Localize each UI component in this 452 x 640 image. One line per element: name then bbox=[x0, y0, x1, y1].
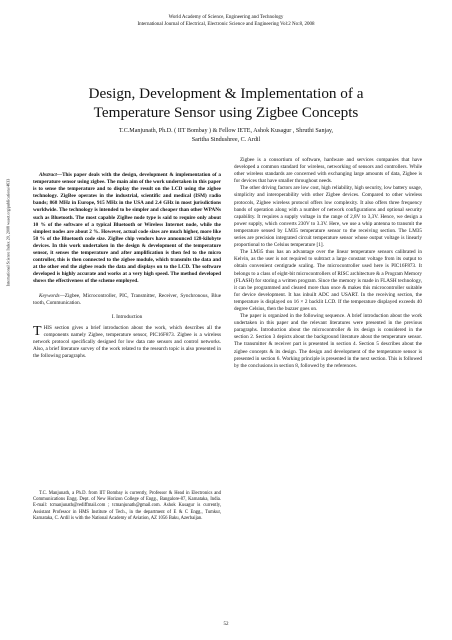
abstract-label: Abstract bbox=[39, 172, 57, 178]
intro-text: HIS section gives a brief introduction about the work, which describes all the components namely Zigbee, temperature sensor, PIC16F873. Zigbee is a wireless network protocol specifically designed for low data rate sensors and control networks. Also, a brief literature survey of the work related to the research topic is also presented in the following paragraphs. bbox=[33, 324, 221, 360]
body-paragraph: The other driving factors are low cost, high reliability, high security, low battery usage, simplicity and interoperability with other Zigbee devices. Compared to other wireless protocols, Zigbee wireless protocol offers low complexity. It also offers three frequency bands of operation along with a number of network configurations and optional security capability. It requires a supply voltage in the range of 2,8V to 3,3V. Hence, we design a power supply, which converts 230V to 3.3V. Here, we use a whip antenna to transmit the temperature sensed by LM35 temperature sensor to the receiving section. The LM35 series are precision integrated circuit temperature sensor whose output voltage is linearly proportional to the Celsius temperature [1]. bbox=[234, 185, 422, 249]
drop-cap: T bbox=[33, 323, 42, 339]
journal-volume: International Journal of Electrical, Electronic Science and Engineering Vol:2 No:8, 2008 bbox=[137, 21, 315, 27]
body-paragraph: Zigbee is a consortium of software, hardware and services companies that have developed a common standard for wireless, networking of sensors and controllers. While other wireless standards are concerned with exchanging large amounts of data, Zigbee is for devices that have smaller throughout needs. bbox=[234, 157, 422, 185]
keywords-text: Zigbee, Microcontroller, PIC, Transmitter, Receiver, Synchronous, Blue tooth, Communication. bbox=[33, 292, 221, 306]
paper-title bbox=[40, 84, 412, 122]
authors-line-2: Saritha Sindushree, C. Ardil bbox=[191, 137, 261, 143]
side-index-note: International Science Index 20, 2008 waset.org/publications/4633 bbox=[5, 178, 11, 287]
left-column bbox=[33, 172, 221, 360]
page-number: 52 bbox=[223, 622, 229, 627]
abstract-text: This paper deals with the design, development & implementation of a temperature sensor using zigbee. The main aim of the work undertaken in this paper is to sense the temperature and to display the result on the LCD using the zigbee technology. ZigBee operates in the industrial, scientific and medical (ISM) radio bands; 868 MHz in Europe, 915 MHz in the USA and 2.4 GHz in most jurisdictions worldwide. The technology is intended to be simpler and cheaper than other WPANs such as Bluetooth. The most capable ZigBee node type is said to require only about 10 % of the software of a typical Bluetooth or Wireless Internet node, while the simplest nodes are about 2 %. However, actual code sizes are much higher, more like 50 % of the Bluetooth code size. ZigBee chip vendors have announced 128-kilobyte devices. In this work undertaken in the design & development of the temperature sensor, it senses the temperature and after amplification is then fed to the micro controller, this is then connected to the zigbee module, which transmits the data and at the other end the zigbee reads the data and displays on to the LCD. The software developed is highly accurate and works at a very high speed. The method developed shows the effectiveness of the scheme employed. bbox=[33, 172, 221, 285]
section-heading-introduction: I. Introduction bbox=[111, 313, 143, 320]
right-column bbox=[234, 157, 422, 370]
abstract-paragraph bbox=[33, 172, 221, 286]
author-list bbox=[40, 127, 412, 145]
authors-line-1: T.C.Manjunath, Ph.D. ( IIT Bombay ) & Fellow IETE, Ashok Kusagur , Shruthi Sanjay, bbox=[118, 128, 334, 134]
intro-paragraph bbox=[33, 325, 221, 360]
journal-name: World Academy of Science, Engineering and Technology bbox=[168, 15, 284, 20]
title-line-1: Design, Development & Implementation of a bbox=[88, 85, 364, 102]
author-footnote bbox=[33, 491, 221, 522]
abstract-dash: — bbox=[56, 172, 63, 178]
journal-header bbox=[0, 15, 452, 28]
keywords-label: Keywords bbox=[39, 292, 60, 299]
footnote-text: T.C. Manjunath, a Ph.D. from IIT Bombay is currently, Professor & Head in Electronics and Communications Engg. Dept. of New Horizon College of Engg., Bangalore-87, Karnataka, India. E-mail: tcmanjunath@rediffmail.com ; tcmanjunath@gmail.com. Ashok Kusagur is currently, Assistant Professor in HMS Institute of Tech., in the department of E & C Engg., Tumkur, Karnataka, C. Ardil is with the National Academy of Aviation, AZ 1056 Baku, Azerbaijan. bbox=[33, 491, 221, 521]
keywords-paragraph bbox=[33, 293, 221, 307]
keywords-dash: — bbox=[59, 292, 65, 299]
body-paragraph: The LM35 thus has an advantage over the linear temperature sensors calibrated in Kelvin, as the user is not required to subtract a large constant voltage from its output to obtain convenient centigrade scaling. The microcontroller used here is PIC16F873. It belongs to a class of eight-bit microcontrollers of RISC architecture & a Program Memory (FLASH) for storing a written program. Since the memory is made in FLASH technology, it can be programmed and cleared more than once & makes this microcontroller suitable for device development. It has inbuilt ADC and USART. In the receiving section, the temperature is displayed on 16 × 2 backlit LCD. If the temperature displayed exceeds 40 degree Celsius, then the buzzer goes on. bbox=[234, 249, 422, 312]
title-line-2: Temperature Sensor using Zigbee Concepts bbox=[93, 104, 359, 121]
body-paragraph: The paper is organized in the following sequence. A brief introduction about the work undertaken in this paper and the relevant literatures were presented in the previous paragraphs. Introduction about the microcontroller & its design is considered in the section 2. Section 3 depicts about the background literature about the temperature sensor. The transmitter & receiver part is presented in section 4. Section 5 describes about the zigbee concepts & its design. The design and development of the temperature sensor is presented in section 6. Working principle is presented in the next section. This is followed by the conclusions in section 8, followed by the references. bbox=[234, 313, 422, 369]
